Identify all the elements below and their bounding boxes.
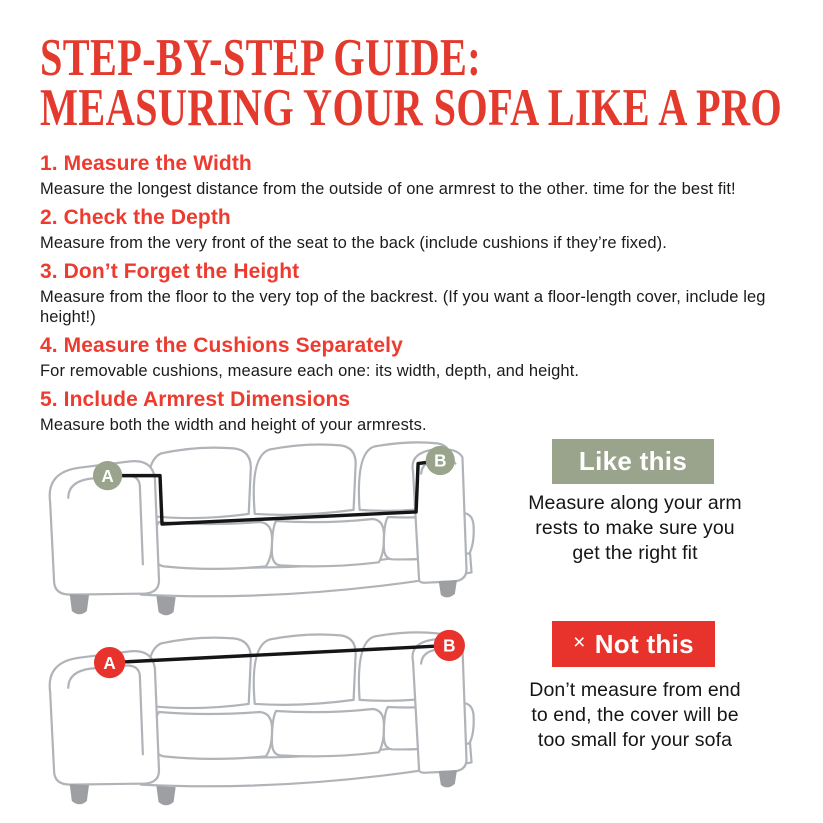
step-1 bbox=[40, 152, 790, 199]
steps-list bbox=[40, 152, 790, 442]
step-3 bbox=[40, 260, 790, 327]
not-this-description: Don’t measure from end to end, the cover will be too small for your sofa bbox=[529, 679, 741, 751]
step-4-heading: 4. Measure the Cushions Separately bbox=[40, 334, 403, 357]
step-4 bbox=[40, 334, 790, 381]
title-line-1: STEP-BY-STEP GUIDE: bbox=[40, 29, 482, 87]
x-cross-icon: × bbox=[573, 631, 586, 654]
marker-a-correct-label: A bbox=[101, 465, 114, 486]
title-line-2: MEASURING YOUR SOFA LIKE A PRO bbox=[40, 79, 783, 137]
marker-b-incorrect-label: B bbox=[443, 635, 456, 656]
like-this-badge bbox=[552, 439, 714, 484]
step-2-body: Measure from the very front of the seat to the back (include cushions if they’re fixed). bbox=[40, 234, 667, 252]
step-4-body: For removable cushions, measure each one: its width, depth, and height. bbox=[40, 362, 580, 380]
step-5-heading: 5. Include Armrest Dimensions bbox=[40, 388, 351, 411]
not-this-badge bbox=[552, 621, 715, 667]
marker-b-correct-label: B bbox=[434, 450, 447, 471]
not-this-badge-label: Not this bbox=[594, 628, 694, 659]
page-title bbox=[40, 29, 823, 137]
sofa-diagram-correct bbox=[36, 421, 530, 623]
like-this-badge-label: Like this bbox=[578, 446, 688, 476]
step-2 bbox=[40, 206, 790, 253]
step-2-heading: 2. Check the Depth bbox=[40, 206, 231, 229]
step-3-heading: 3. Don’t Forget the Height bbox=[40, 260, 300, 283]
step-3-body: Measure from the floor to the very top of the backrest. (If you want a floor-length cover, include leg height!) bbox=[40, 288, 766, 326]
like-this-description: Measure along your arm rests to make sure you get the right fit bbox=[528, 492, 742, 564]
sofa-diagram-incorrect bbox=[36, 611, 530, 813]
step-1-body: Measure the longest distance from the outside of one armrest to the other. time for the best fit! bbox=[40, 180, 736, 198]
step-1-heading: 1. Measure the Width bbox=[40, 152, 252, 175]
marker-a-incorrect-label: A bbox=[103, 652, 116, 673]
step-5-body: Measure both the width and height of your armrests. bbox=[40, 416, 427, 434]
